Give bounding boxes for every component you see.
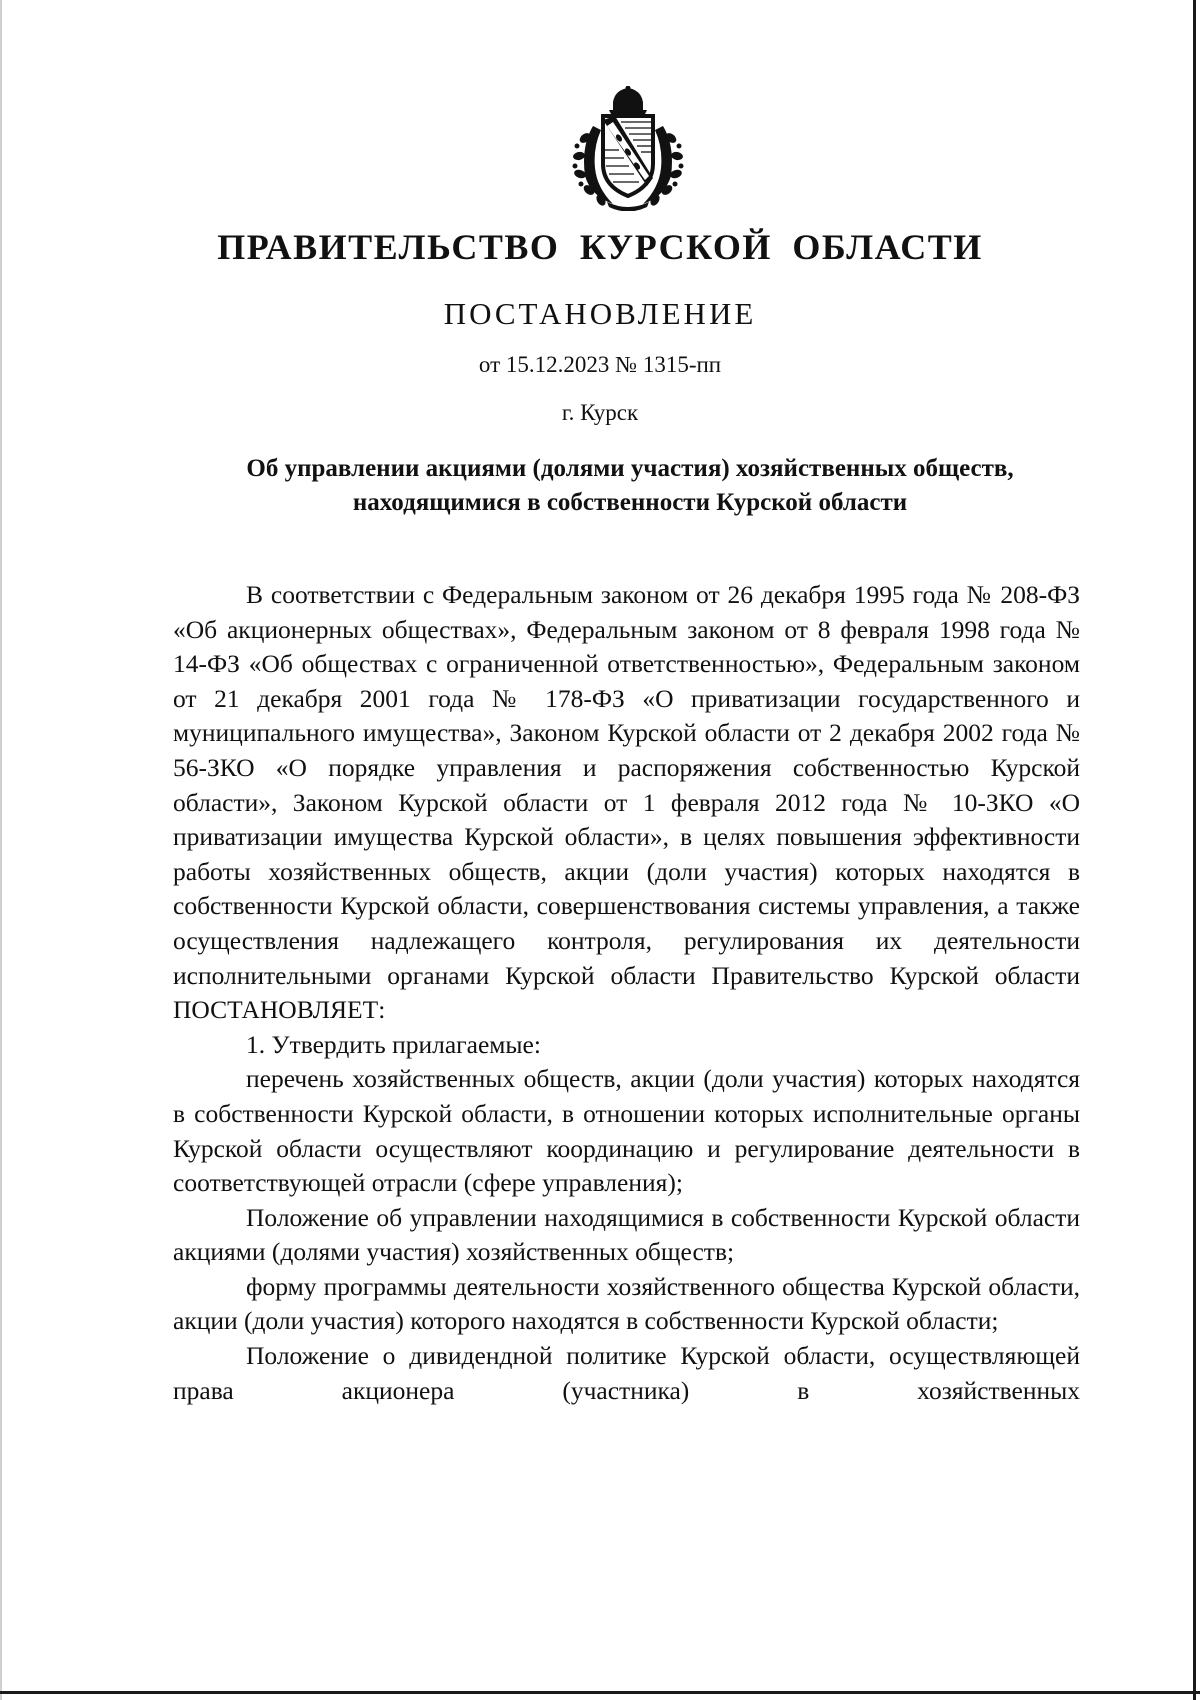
document-city: г. Курск [561, 400, 639, 425]
paragraph-preamble: В соответствии с Федеральным законом от 26 декабря 1995 года № 208-ФЗ «Об акционерных обществах», Федеральным законом от 8 февраля 1998 года № 14-ФЗ «Об обществах с ограниченной ответственностью», Федеральным законом от 21 декабря 2001 года № 178-ФЗ «О приватизации государственного и муниципального имущества», Законом Курской области от 2 декабря 2002 года № 56-ЗКО «О порядке управления и распоряжения собственностью Курской области», Законом Курской области от 1 февраля 2012 года № 10-ЗКО «О приватизации имущества Курской области», в целях повышения эффективности работы хозяйственных обществ, акции (доли участия) которых находятся в собственности Курской области, совершенствования системы управления, а также осуществления надлежащего контроля, регулирования их деятельности исполнительными органами Курской области Правительство Курской области ПОСТАНОВЛЯЕТ: [173, 580, 1080, 1025]
paragraph-list-item: форму программы деятельности хозяйственного общества Курской области, акции (доли участия) которого находятся в собственности Курской области; [173, 1271, 1080, 1336]
paragraph-list-item: перечень хозяйственных обществ, акции (доли участия) которых находятся в собственности Курской области, в отношении которых исполнительные органы Курской области осуществляют координацию и регулирование деятельности в соответствующей отрасли (сфере управления); [173, 1064, 1080, 1198]
document-date-number: от 15.12.2023 № 1315-пп [478, 352, 722, 377]
heading-line-2: находящимися в собственности Курской области [352, 489, 908, 516]
document-body [173, 578, 1080, 1408]
heading-line-1: Об управлении акциями (долями участия) хозяйственных обществ, [246, 455, 1014, 482]
government-title: ПРАВИТЕЛЬСТВО КУРСКОЙ ОБЛАСТИ [217, 227, 983, 267]
scan-edge-bottom [0, 1691, 1200, 1694]
paragraph-list-item-cut: Положение о дивидендной политике Курской области, осуществляющей права акционера (участника) в хозяйственных [173, 1341, 1080, 1405]
document-heading [150, 452, 1110, 520]
paragraph-list-item: Положение об управлении находящимися в собственности Курской области акциями (долями участия) хозяйственных обществ; [173, 1202, 1080, 1267]
document-type: ПОСТАНОВЛЕНИЕ [443, 296, 757, 331]
kursk-coat-of-arms-icon [563, 86, 693, 211]
paragraph-item-1: 1. Утвердить прилагаемые: [246, 1029, 541, 1059]
